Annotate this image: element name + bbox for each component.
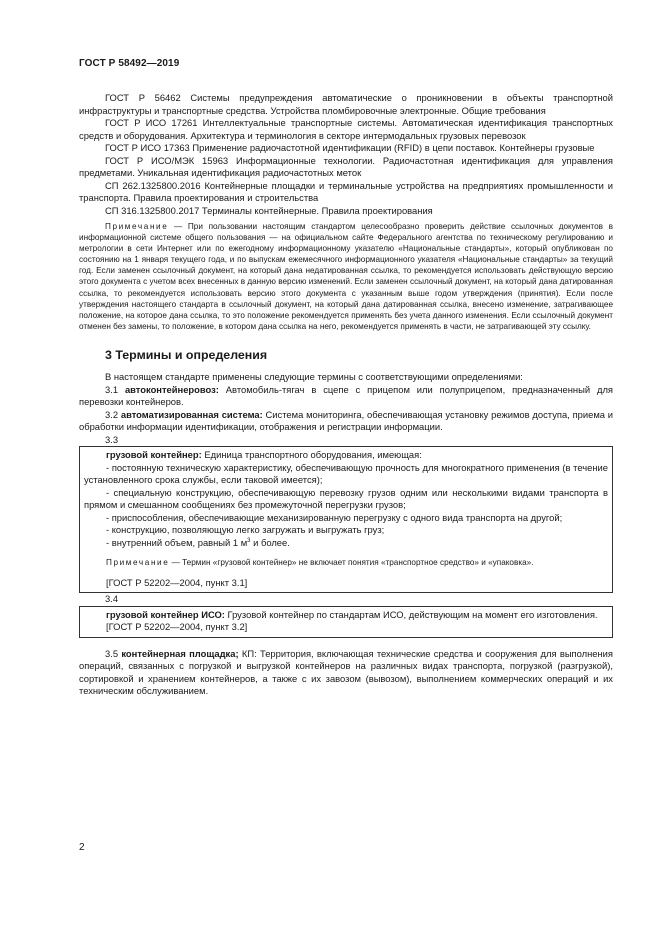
term-definition: Система мониторинга, обеспечивающая установку режимов доступа, приема и обработки информации идентификации, отображения и регистрации информации. bbox=[79, 408, 614, 433]
note-label: Примечание bbox=[106, 558, 170, 568]
term-3-3-source: [ГОСТ Р 52202—2004, пункт 3.1] bbox=[106, 576, 248, 588]
term-3-3-note bbox=[84, 557, 608, 568]
term-3-3-box bbox=[79, 446, 613, 593]
term-number: 3.5 bbox=[105, 647, 119, 659]
term-name: автоматизированная система: bbox=[120, 408, 263, 420]
list-item bbox=[84, 537, 608, 550]
note-references bbox=[79, 221, 613, 332]
list-item: - конструкцию, позволяющую легко загружать и выгружать груз; bbox=[106, 524, 385, 536]
section-title: 3 Термины и определения bbox=[105, 347, 268, 362]
term-definition: КП: Территория, включающая технические средства и сооружения для выполнения операций, связанных с погрузкой и выгрузкой контейнеров на различных видах транспорта, погрузкой (разгрузкой), сортировкой и хранением контейнеров, а также с их завозом (вывозом), выполнением коммерческих операций и их техническим обслуживанием. bbox=[79, 647, 613, 697]
term-3-3-definition bbox=[84, 449, 608, 462]
term-name: грузовой контейнер ИСО: bbox=[106, 608, 225, 620]
list-item-tail: и более. bbox=[250, 536, 290, 548]
note-text: — Термин «грузовой контейнер» не включает понятия «транспортное средство» и «упаковка». bbox=[169, 558, 534, 568]
term-name: грузовой контейнер: bbox=[106, 449, 202, 461]
term-number: 3.2 bbox=[105, 408, 119, 420]
ref-iso-17363: ГОСТ Р ИСО 17363 Применение радиочастотной идентификации (RFID) в цепи поставок. Контейнеры грузовые bbox=[105, 142, 595, 153]
term-definition: Грузовой контейнер по стандартам ИСО, действующим на момент его изготовления. bbox=[224, 608, 598, 620]
section-intro: В настоящем стандарте применены следующие термины с соответствующими определениями: bbox=[105, 371, 523, 383]
term-definition: Автомобиль-тягач в сцепе с прицепом или полуприцепом, предназначенный для перевозки контейнеров. bbox=[79, 383, 613, 408]
list-item: - постоянную техническую характеристику, обеспечивающую прочность для многократного применения (в течение установленного срока службы, если таковой имеется); bbox=[84, 461, 608, 486]
term-name: автоконтейнеровоз: bbox=[124, 383, 219, 395]
term-3-5 bbox=[79, 648, 613, 698]
term-3-4-source: [ГОСТ Р 52202—2004, пункт 3.2] bbox=[106, 621, 248, 633]
term-3-2 bbox=[79, 409, 613, 434]
ref-sp-262: СП 262.1325800.2016 Контейнерные площадки и терминальные устройства на предприятиях промышленности и транспорта. Правила проектирования и строительства bbox=[79, 179, 613, 203]
term-3-4-definition bbox=[84, 609, 608, 622]
ref-iso-17261: ГОСТ Р ИСО 17261 Интеллектуальные транспортные системы. Автоматическая идентификация транспортных средств и оборудования. Архитектура и терминология в секторе интермодальных грузовых перевозок bbox=[79, 117, 613, 141]
list-item-text: - внутренний объем, равный 1 м bbox=[106, 536, 248, 548]
list-item: - приспособления, обеспечивающие механизированную перегрузку с одного вида транспорта на другой; bbox=[106, 511, 563, 523]
term-3-4-number: 3.4 bbox=[105, 593, 119, 605]
superscript: 3 bbox=[247, 537, 251, 544]
term-3-3-number: 3.3 bbox=[105, 433, 119, 445]
list-item: - специальную конструкцию, обеспечивающую перевозку грузов одним или несколькими видами транспорта в прямом и смешанном сообщениях без промежуточной перегрузки грузов; bbox=[84, 486, 608, 511]
ref-iso-15963: ГОСТ Р ИСО/МЭК 15963 Информационные технологии. Радиочастотная идентификация для управления предметами. Уникальная идентификация радиочастотных меток bbox=[79, 154, 613, 178]
page-number: 2 bbox=[79, 842, 85, 853]
term-name: контейнерная площадка; bbox=[121, 647, 239, 659]
note-label: Примечание bbox=[105, 222, 169, 231]
document-header: ГОСТ Р 58492—2019 bbox=[79, 58, 180, 69]
term-3-4-box bbox=[79, 606, 613, 638]
ref-gost-56462: ГОСТ Р 56462 Системы предупреждения автоматические о проникновении в объекты транспортной инфраструктуры и транспортные средства. Устройства пломбировочные электронные. Общие требования bbox=[79, 92, 613, 116]
document-body bbox=[79, 92, 613, 698]
term-definition: Единица транспортного оборудования, имеющая: bbox=[201, 449, 422, 461]
term-number: 3.1 bbox=[105, 383, 119, 395]
term-3-1 bbox=[79, 384, 613, 409]
note-text: — При пользовании настоящим стандартом целесообразно проверить действие ссылочных документов в информационной системе общего пользования — на официальном сайте Федерального агентства по техническому регулированию и метрологии в сети Интернет или по ежегодному информационному указателю «Национальные стандарты», который опубликован по состоянию на 1 января текущего года, и по выпускам ежемесячного информационного указателя «Национальные стандарты» за текущий год. Если заменен ссылочный документ, на который дана недатированная ссылка, то рекомендуется использовать действующую версию этого документа с учетом всех внесенных в данную версию изменений. Если заменен ссылочный документ, на который дана датированная ссылка, то рекомендуется использовать версию этого документа с указанным выше годом утверждения (принятия). Если после утверждения настоящего стандарта в ссылочный документ, на который дана датированная ссылка, внесено изменение, затрагивающее положение, на которое дана ссылка, то это положение рекомендуется применять без учета данного изменения. Если ссылочный документ отменен без замены, то положение, в котором дана ссылка на него, рекомендуется применять в части, не затрагивающей эту ссылку. bbox=[79, 222, 613, 331]
ref-sp-316: СП 316.1325800.2017 Терминалы контейнерные. Правила проектирования bbox=[105, 204, 433, 216]
